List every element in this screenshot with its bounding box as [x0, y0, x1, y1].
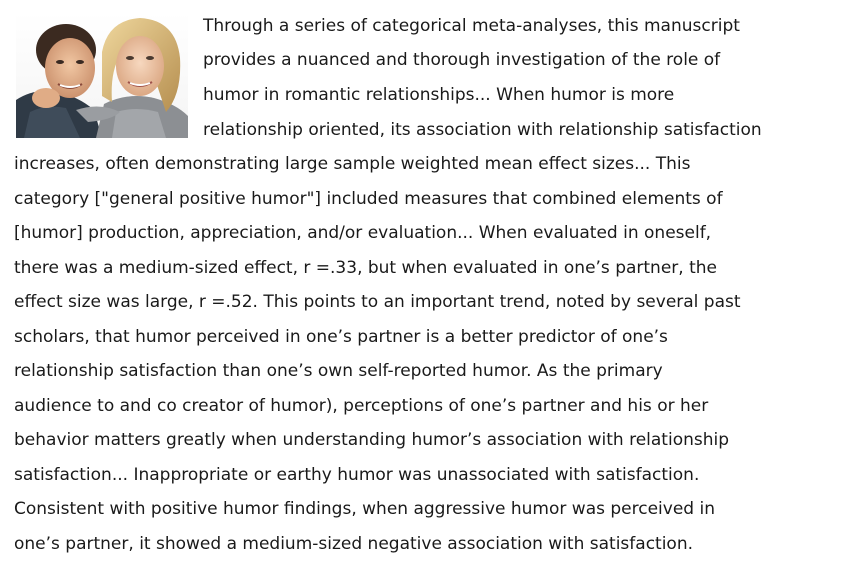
paragraph-line: scholars, that humor perceived in one’s partner is a better predictor of one’s: [14, 327, 668, 347]
couple-portrait-photo: [16, 12, 188, 138]
paragraph-line: audience to and co creator of humor), perceptions of one’s partner and his or her: [14, 396, 709, 416]
paragraph-line: category ["general positive humor"] included measures that combined elements of: [14, 189, 723, 209]
paragraph-line: increases, often demonstrating large sample weighted mean effect sizes... This: [14, 154, 691, 174]
paragraph-line: behavior matters greatly when understanding humor’s association with relationship: [14, 430, 730, 450]
paragraph-line: humor in romantic relationships... When humor is more: [203, 85, 675, 105]
paragraph-line: provides a nuanced and thorough investigation of the role of: [203, 50, 721, 70]
paragraph-line: relationship satisfaction than one’s own self-reported humor. As the primary: [14, 361, 663, 381]
paragraph-line: satisfaction... Inappropriate or earthy humor was unassociated with satisfaction.: [14, 465, 700, 485]
couple-photo: [16, 12, 188, 138]
paragraph-line: one’s partner, it showed a medium-sized negative association with satisfaction.: [14, 534, 694, 554]
paragraph-line: effect size was large, r =.52. This points to an important trend, noted by several past: [14, 292, 741, 312]
paragraph-line: Consistent with positive humor findings, when aggressive humor was perceived in: [14, 499, 715, 519]
paragraph-line: there was a medium-sized effect, r =.33, but when evaluated in one’s partner, the: [14, 258, 717, 278]
paragraph-line: relationship oriented, its association with relationship satisfaction: [203, 120, 762, 140]
paragraph-line: Through a series of categorical meta-analyses, this manuscript: [203, 16, 740, 36]
paragraph-line: [humor] production, appreciation, and/or evaluation... When evaluated in oneself,: [14, 223, 712, 243]
